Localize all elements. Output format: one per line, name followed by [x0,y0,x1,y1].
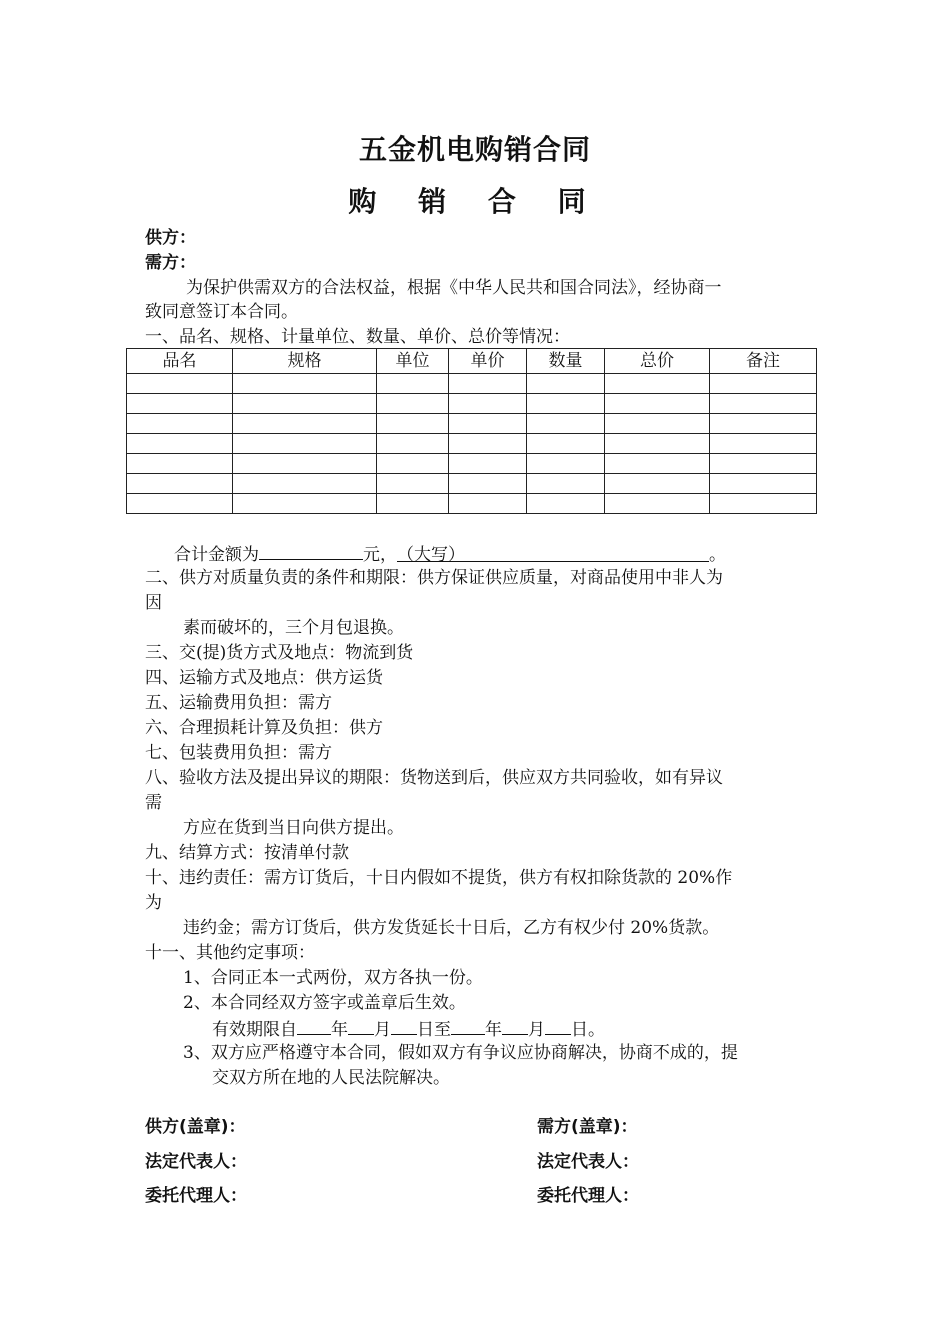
table-cell[interactable] [710,374,817,394]
table-header-row [127,349,817,374]
validity-year2-label: 年 [485,1020,502,1040]
buyer-seal-label: 需方(盖章)： [537,1117,638,1137]
supplier-label: 供方： [145,228,196,248]
table-cell[interactable] [233,434,377,454]
validity-day-to-label: 日至 [417,1020,451,1040]
header-cell-unit-price: 单价 [449,349,527,374]
section-11-item-3-line-2: 交双方所在地的人民法院解决。 [212,1068,450,1088]
items-table [126,348,817,514]
table-cell[interactable] [449,414,527,434]
table-row [127,434,817,454]
section-10-line-1: 十、违约责任：需方订货后，十日内假如不提货，供方有权扣除货款的 20%作 [145,868,733,888]
table-cell[interactable] [605,454,710,474]
total-amount-line [174,541,726,567]
table-cell[interactable] [605,374,710,394]
table-cell[interactable] [527,494,605,514]
section-2-line-1: 二、供方对质量负责的条件和期限：供方保证供应质量，对商品使用中非人为 [145,568,723,588]
table-cell[interactable] [527,414,605,434]
section-11-heading: 十一、其他约定事项： [145,943,315,963]
table-cell[interactable] [527,374,605,394]
table-cell[interactable] [127,454,233,474]
section-9: 九、结算方式：按清单付款 [145,843,349,863]
validity-prefix: 有效期限自 [212,1020,297,1040]
table-cell[interactable] [449,374,527,394]
table-cell[interactable] [710,474,817,494]
total-unit: 元， [363,545,397,565]
section-6: 六、合理损耗计算及负担：供方 [145,718,383,738]
section-2-line-3: 素而破坏的，三个月包退换。 [183,618,404,638]
table-cell[interactable] [605,434,710,454]
buyer-agent-label: 委托代理人： [537,1186,639,1206]
table-cell[interactable] [127,394,233,414]
section-10-line-3: 违约金；需方订货后，供方发货延长十日后，乙方有权少付 20%货款。 [183,918,720,938]
table-cell[interactable] [710,454,817,474]
validity-day2-label: 日。 [571,1020,605,1040]
header-cell-total: 总价 [605,349,710,374]
document-subtitle: 购 销 合 同 [348,185,602,218]
table-row [127,374,817,394]
table-cell[interactable] [127,374,233,394]
table-cell[interactable] [233,494,377,514]
table-row [127,494,817,514]
validity-line [212,1016,605,1042]
header-cell-spec: 规格 [233,349,377,374]
validity-start-day-blank[interactable] [391,1016,417,1035]
table-cell[interactable] [605,494,710,514]
table-cell[interactable] [710,394,817,414]
header-cell-name: 品名 [127,349,233,374]
section-11-item-2: 2、本合同经双方签字或盖章后生效。 [183,993,466,1013]
section-8-line-2: 需 [145,793,162,813]
intro-line-2: 致同意签订本合同。 [145,302,298,322]
table-cell[interactable] [127,434,233,454]
validity-month-label: 月 [374,1020,391,1040]
buyer-legal-rep-label: 法定代表人： [537,1152,639,1172]
section-2-line-2: 因 [145,593,162,613]
table-cell[interactable] [127,414,233,434]
section-3: 三、交(提)货方式及地点：物流到货 [145,643,414,663]
supplier-seal-label: 供方(盖章)： [145,1117,246,1137]
table-cell[interactable] [127,494,233,514]
intro-line-1: 为保护供需双方的合法权益，根据《中华人民共和国合同法》，经协商一 [186,278,722,298]
table-cell[interactable] [605,394,710,414]
table-cell[interactable] [377,474,449,494]
total-end: 。 [709,545,726,565]
table-cell[interactable] [449,474,527,494]
table-cell[interactable] [527,394,605,414]
table-body [127,374,817,514]
buyer-label: 需方： [145,253,196,273]
table-cell[interactable] [449,454,527,474]
table-row [127,454,817,474]
section-4: 四、运输方式及地点：供方运货 [145,668,383,688]
section-8-line-3: 方应在货到当日向供方提出。 [183,818,404,838]
validity-end-month-blank[interactable] [502,1016,528,1035]
table-cell[interactable] [377,374,449,394]
table-cell[interactable] [233,414,377,434]
table-cell[interactable] [449,494,527,514]
section-5: 五、运输费用负担：需方 [145,693,332,713]
table-cell[interactable] [605,474,710,494]
total-daxie-label: （大写） [397,545,465,565]
table-cell[interactable] [605,414,710,434]
table-cell[interactable] [377,434,449,454]
validity-start-month-blank[interactable] [348,1016,374,1035]
table-cell[interactable] [527,454,605,474]
section-11-item-3-line-1: 3、双方应严格遵守本合同，假如双方有争议应协商解决，协商不成的，提 [183,1043,738,1063]
validity-month2-label: 月 [528,1020,545,1040]
table-cell[interactable] [377,414,449,434]
table-cell[interactable] [233,474,377,494]
supplier-legal-rep-label: 法定代表人： [145,1152,247,1172]
table-cell[interactable] [233,394,377,414]
total-daxie-field[interactable] [397,543,709,565]
table-cell[interactable] [127,474,233,494]
table-cell[interactable] [233,454,377,474]
total-prefix: 合计金额为 [174,545,259,565]
table-row [127,474,817,494]
validity-start-year-blank[interactable] [297,1016,331,1035]
validity-end-year-blank[interactable] [451,1016,485,1035]
section-10-line-2: 为 [145,893,162,913]
section-8-line-1: 八、验收方法及提出异议的期限：货物送到后，供应双方共同验收，如有异议 [145,768,723,788]
supplier-agent-label: 委托代理人： [145,1186,247,1206]
table-cell[interactable] [710,494,817,514]
table-row [127,414,817,434]
header-cell-remark: 备注 [710,349,817,374]
table-cell[interactable] [377,454,449,474]
header-cell-quantity: 数量 [527,349,605,374]
section-7: 七、包装费用负担：需方 [145,743,332,763]
table-cell[interactable] [449,434,527,454]
table-cell[interactable] [449,394,527,414]
document-title: 五金机电购销合同 [358,133,591,166]
table-cell[interactable] [377,494,449,514]
validity-year-label: 年 [331,1020,348,1040]
header-cell-unit: 单位 [377,349,449,374]
total-amount-blank[interactable] [259,541,363,560]
table-cell[interactable] [527,434,605,454]
table-cell[interactable] [710,434,817,454]
table-row [127,394,817,414]
table-cell[interactable] [710,414,817,434]
table-cell[interactable] [527,474,605,494]
table-cell[interactable] [233,374,377,394]
section-11-item-1: 1、合同正本一式两份，双方各执一份。 [183,968,483,988]
table-cell[interactable] [377,394,449,414]
section-1-heading: 一、品名、规格、计量单位、数量、单价、总价等情况： [145,327,570,347]
validity-end-day-blank[interactable] [545,1016,571,1035]
